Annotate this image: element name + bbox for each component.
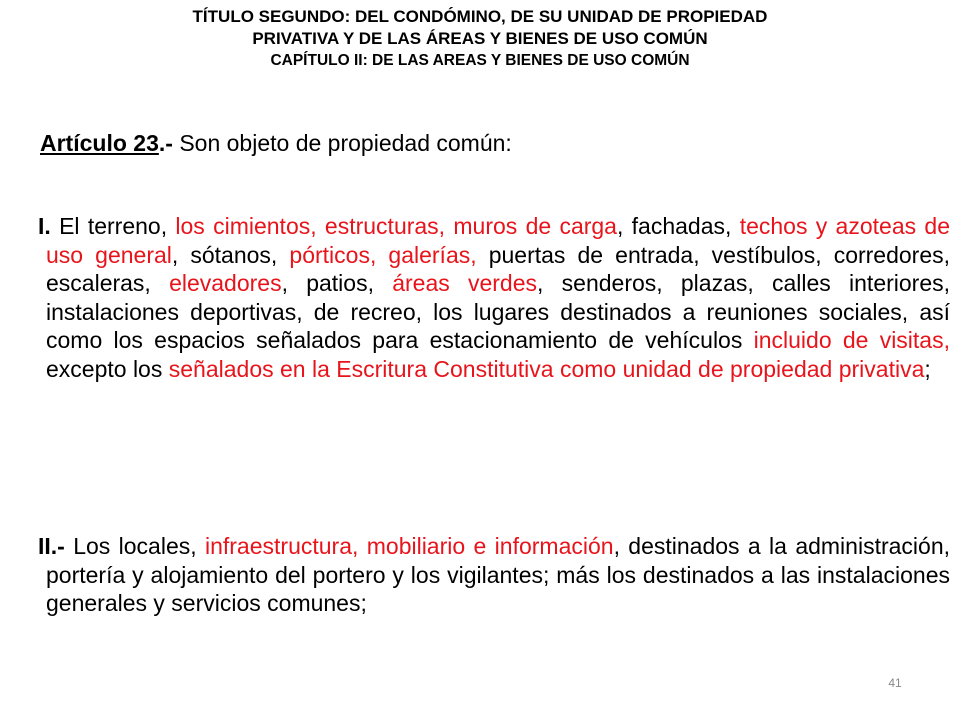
section-i-numeral: I.	[38, 213, 51, 239]
article-heading	[40, 128, 920, 158]
title-line-2: PRIVATIVA Y DE LAS ÁREAS Y BIENES DE USO COMÚN	[252, 29, 708, 48]
section-ii-numeral: II.-	[38, 533, 65, 559]
article-number: Artículo 23	[40, 130, 159, 156]
section-i-text: El terreno,	[50, 213, 176, 239]
section-ii-text: , destinados a la administración, portería y alojamiento del portero y los vigilantes; más los destinados a las instalaciones generales y servicios comunes;	[46, 533, 950, 616]
section-i-text: ;	[924, 355, 931, 382]
section-i-text: puertas de entrada, vestíbulos, corredores, escaleras,	[46, 241, 951, 296]
section-i-text: , patios,	[281, 270, 393, 296]
slide-header	[0, 6, 960, 72]
section-ii	[38, 532, 950, 618]
page-number: 41	[888, 676, 902, 690]
section-i-highlight: los cimientos, estructuras, muros de carga	[175, 213, 617, 239]
section-i-highlight: elevadores	[169, 270, 282, 296]
section-ii-text: Los locales,	[64, 533, 205, 559]
section-i-text: , senderos, plazas, calles interiores, instalaciones deportivas, de recreo, los lugares destinados a reuniones sociales, así como los espacios señalados para estacionamiento de vehículos	[46, 270, 951, 353]
article-dash: .-	[158, 130, 173, 156]
section-i-highlight: señalados en la Escritura Constitutiva como unidad de propiedad privativa	[168, 355, 925, 382]
section-i-highlight: áreas verdes	[392, 270, 538, 296]
section-ii-highlight: infraestructura, mobiliario e información	[204, 533, 614, 559]
section-i	[38, 212, 950, 383]
section-i-highlight: incluido de visitas,	[753, 327, 950, 353]
article-text: Son objeto de propiedad común:	[172, 130, 512, 156]
section-i-text: excepto los	[46, 355, 169, 382]
title-line-1: TÍTULO SEGUNDO: DEL CONDÓMINO, DE SU UNIDAD DE PROPIEDAD	[192, 7, 768, 26]
section-i-highlight: techos y azoteas de uso general	[46, 213, 950, 268]
chapter-title: CAPÍTULO II: DE LAS AREAS Y BIENES DE USO COMÚN	[270, 52, 690, 69]
section-i-text: , fachadas,	[616, 213, 740, 239]
section-i-text: , sótanos,	[171, 241, 290, 268]
section-i-highlight: pórticos, galerías,	[289, 241, 477, 268]
